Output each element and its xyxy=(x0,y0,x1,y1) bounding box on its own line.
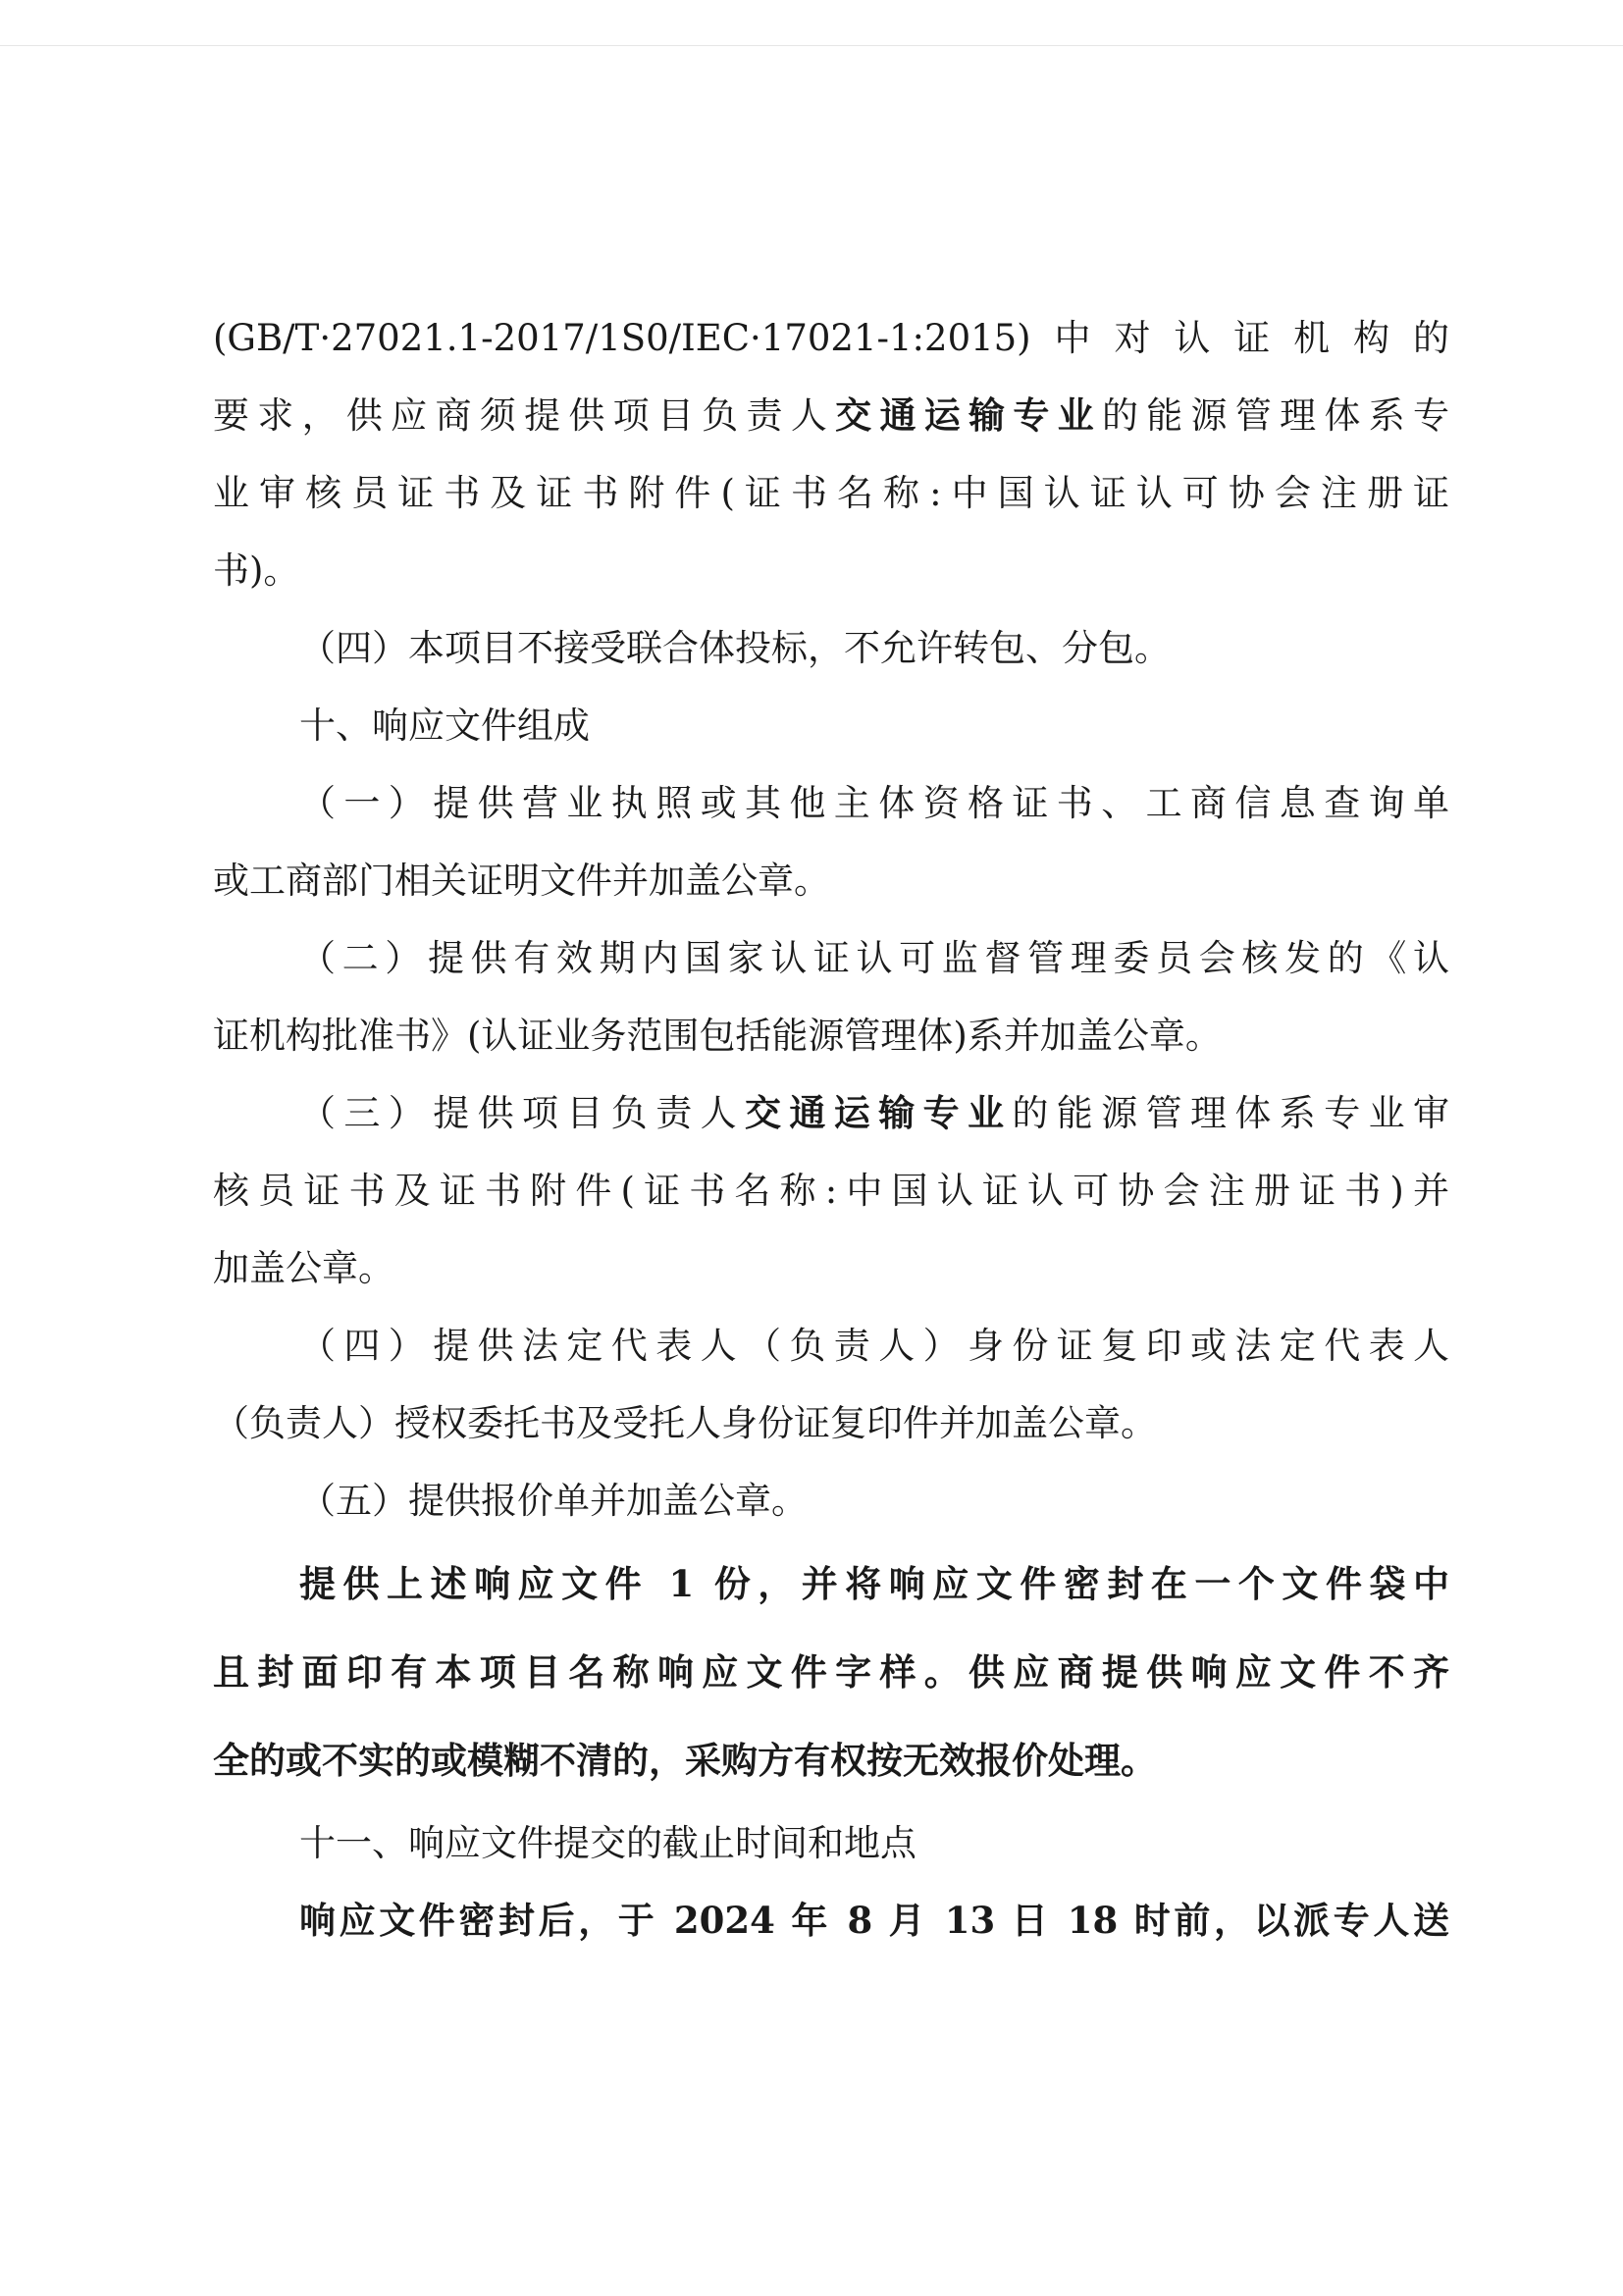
list-item-3 xyxy=(213,1074,1449,1307)
text-line: (GB/T·27021.1-2017/1S0/IEC·17021-1:2015)中对认证机构的 xyxy=(213,317,1449,359)
text-line: 核员证书及证书附件(证书名称:中国认证认可协会注册证书)并 xyxy=(213,1170,1449,1212)
text-line: 加盖公章。 xyxy=(213,1247,394,1289)
text-line: 书)。 xyxy=(213,549,300,592)
text-line xyxy=(213,1074,1449,1152)
list-item-2 xyxy=(213,919,1449,1074)
text-line: 全的或不实的或模糊不清的，采购方有权按无效报价处理。 xyxy=(213,1739,1157,1782)
list-item-4 xyxy=(213,1307,1449,1462)
text-line: 证机构批准书》(认证业务范围包括能源管理体)系并加盖公章。 xyxy=(213,1015,1222,1057)
emphasis-text: 交通运输专业 xyxy=(745,1091,1013,1134)
text-line: （二）提供有效期内国家认证认可监督管理委员会核发的《认 xyxy=(299,937,1449,979)
scan-edge-line xyxy=(0,45,1623,46)
text-line: （一）提供营业执照或其他主体资格证书、工商信息查询单 xyxy=(299,782,1449,824)
paragraph-submission-requirement xyxy=(213,1539,1449,1804)
text-line: （负责人）授权委托书及受托人身份证复印件并加盖公章。 xyxy=(213,1402,1157,1444)
text-span: 的能源管理体系专业审 xyxy=(1012,1092,1450,1134)
text-line: 或工商部门相关证明文件并加盖公章。 xyxy=(213,860,830,902)
text-line: 提供上述响应文件 1 份，并将响应文件密封在一个文件袋中 xyxy=(299,1562,1449,1605)
paragraph-no-consortium: （四）本项目不接受联合体投标，不允许转包、分包。 xyxy=(299,627,1171,669)
text-span: （三）提供项目负责人 xyxy=(299,1092,745,1134)
list-item-5: （五）提供报价单并加盖公章。 xyxy=(299,1480,808,1522)
text-span: 要求，供应商须提供项目负责人 xyxy=(213,394,836,437)
text-span: 的能源管理体系专 xyxy=(1101,394,1450,437)
text-line: 且封面印有本项目名称响应文件字样。供应商提供响应文件不齐 xyxy=(213,1650,1449,1694)
text-line: 业审核员证书及证书附件(证书名称:中国认证认可协会注册证 xyxy=(213,472,1449,514)
paragraph-deadline: 响应文件密封后，于 2024 年 8 月 13 日 18 时前，以派专人送 xyxy=(299,1899,1449,1942)
section-heading-10: 十、响应文件组成 xyxy=(299,704,590,747)
section-heading-11: 十一、响应文件提交的截止时间和地点 xyxy=(299,1822,916,1864)
paragraph-certification-requirement xyxy=(213,299,1449,609)
text-line: （四）提供法定代表人（负责人）身份证复印或法定代表人 xyxy=(299,1325,1449,1367)
list-item-1 xyxy=(213,764,1449,919)
emphasis-text: 交通运输专业 xyxy=(835,393,1102,437)
document-body xyxy=(213,299,1449,1959)
text-line xyxy=(213,377,1449,454)
